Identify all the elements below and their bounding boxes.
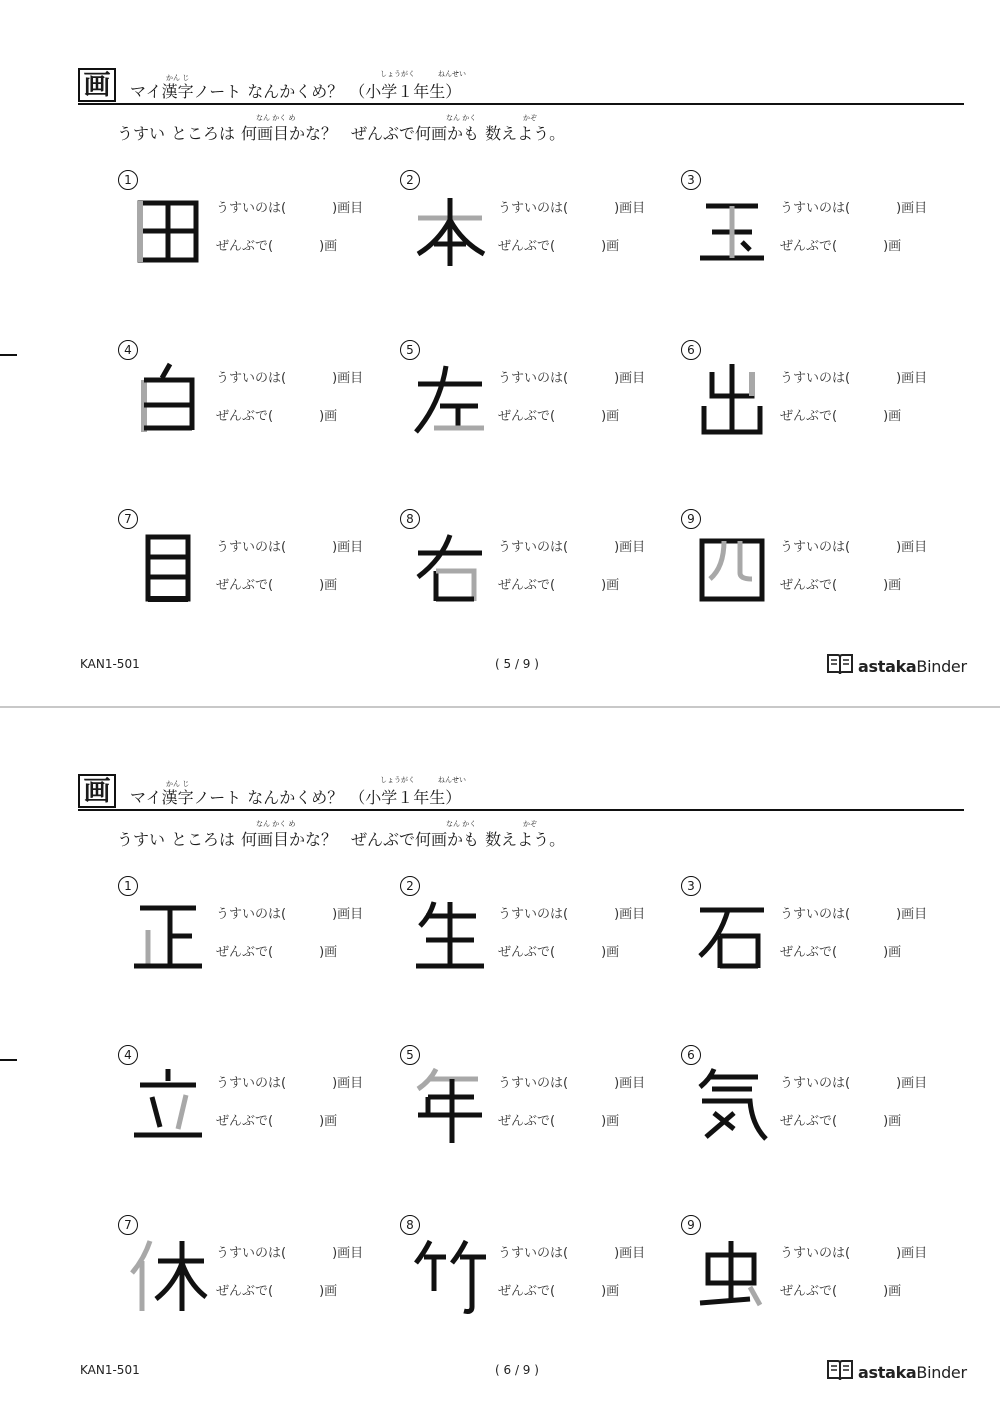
- ruby: なん かく: [446, 820, 477, 828]
- question-suffix: )画: [601, 1284, 620, 1299]
- question-label: ぜんぶで(: [216, 1114, 274, 1129]
- question-stroke-number: [216, 1242, 363, 1261]
- question-suffix: )画目: [896, 371, 928, 386]
- page-number: ( 5 / 9 ): [495, 657, 539, 671]
- question-suffix: )画目: [614, 1246, 646, 1261]
- question-label: ぜんぶで(: [780, 578, 838, 593]
- brand-logo: [826, 652, 967, 680]
- brand-logo: [826, 1358, 967, 1386]
- question-suffix: )画目: [332, 1076, 364, 1091]
- question-suffix: )画: [883, 239, 902, 254]
- question-total-strokes: [780, 941, 901, 960]
- question-label: うすいのは(: [498, 201, 569, 216]
- item-number: 3: [681, 170, 701, 190]
- kanji-character: [128, 896, 208, 976]
- question-stroke-number: [780, 1242, 927, 1261]
- kanji-character: [128, 190, 208, 270]
- question-total-strokes: [498, 574, 619, 593]
- question-total-strokes: [216, 1110, 337, 1129]
- question-suffix: )画目: [332, 907, 364, 922]
- question-suffix: )画目: [614, 1076, 646, 1091]
- question-label: ぜんぶで(: [216, 239, 274, 254]
- question-suffix: )画: [319, 1284, 338, 1299]
- question-label: ぜんぶで(: [498, 409, 556, 424]
- kanji-character: [692, 1235, 772, 1315]
- kanji-character: [410, 360, 490, 440]
- question-label: うすいのは(: [498, 540, 569, 555]
- title-kanji-badge: 画: [78, 774, 116, 808]
- kanji-character: [128, 529, 208, 609]
- kanji-character: [128, 1235, 208, 1315]
- title-text: マイ漢字ノート: [130, 788, 242, 807]
- question-label: ぜんぶで(: [216, 945, 274, 960]
- question-suffix: )画: [601, 409, 620, 424]
- instruction-text: [117, 121, 571, 144]
- brand-name-rest: Binder: [916, 1362, 967, 1382]
- question-label: うすいのは(: [216, 540, 287, 555]
- question-suffix: )画: [601, 578, 620, 593]
- kanji-character: [692, 1065, 772, 1145]
- question-label: ぜんぶで(: [780, 409, 838, 424]
- item-number: 9: [681, 509, 701, 529]
- question-label: うすいのは(: [216, 1076, 287, 1091]
- question-label: うすいのは(: [498, 1246, 569, 1261]
- question-total-strokes: [216, 405, 337, 424]
- ruby: ねんせい: [438, 70, 466, 78]
- question-label: ぜんぶで(: [780, 945, 838, 960]
- question-total-strokes: [780, 405, 901, 424]
- instruction-text: ところは: [171, 124, 236, 143]
- ruby: なん かく: [446, 114, 477, 122]
- question-label: うすいのは(: [216, 1246, 287, 1261]
- kanji-character: [410, 190, 490, 270]
- question-label: うすいのは(: [780, 371, 851, 386]
- kanji-character: [410, 896, 490, 976]
- question-label: うすいのは(: [498, 371, 569, 386]
- question-total-strokes: [780, 1280, 901, 1299]
- title-text: （小学１年生）: [349, 788, 462, 807]
- question-total-strokes: [498, 235, 619, 254]
- question-label: うすいのは(: [780, 1076, 851, 1091]
- item-number: 2: [400, 876, 420, 896]
- question-suffix: )画目: [896, 1246, 928, 1261]
- question-stroke-number: [216, 1072, 363, 1091]
- title-text: なんかくめ？: [247, 788, 344, 807]
- question-suffix: )画目: [614, 907, 646, 922]
- question-suffix: )画: [883, 1114, 902, 1129]
- question-suffix: )画: [319, 945, 338, 960]
- question-suffix: )画目: [614, 540, 646, 555]
- question-label: ぜんぶで(: [498, 1284, 556, 1299]
- item-number: 9: [681, 1215, 701, 1235]
- question-total-strokes: [498, 941, 619, 960]
- title-kanji-badge: 画: [78, 68, 116, 102]
- hole-punch-mark: [0, 1059, 17, 1061]
- question-label: ぜんぶで(: [216, 409, 274, 424]
- question-suffix: )画目: [614, 201, 646, 216]
- item-number: 6: [681, 340, 701, 360]
- ruby: しょうがく: [380, 776, 415, 784]
- kanji-character: [692, 529, 772, 609]
- hole-punch-mark: [0, 354, 17, 356]
- item-number: 5: [400, 1045, 420, 1065]
- question-label: うすいのは(: [780, 907, 851, 922]
- question-suffix: )画: [601, 239, 620, 254]
- question-stroke-number: [780, 367, 927, 386]
- question-total-strokes: [780, 235, 901, 254]
- kanji-character: [410, 1065, 490, 1145]
- question-stroke-number: [498, 197, 645, 216]
- brand-name: [858, 657, 967, 676]
- title-underline: [78, 809, 964, 811]
- instruction-text: ところは: [171, 830, 236, 849]
- instruction-text: [117, 827, 571, 850]
- question-total-strokes: [498, 405, 619, 424]
- question-label: うすいのは(: [216, 907, 287, 922]
- question-suffix: )画目: [896, 540, 928, 555]
- question-total-strokes: [498, 1280, 619, 1299]
- question-stroke-number: [216, 367, 363, 386]
- question-stroke-number: [498, 903, 645, 922]
- question-stroke-number: [780, 1072, 927, 1091]
- instruction-text: うすい: [117, 830, 166, 849]
- kanji-character: [692, 896, 772, 976]
- question-suffix: )画目: [896, 1076, 928, 1091]
- title-text: （小学１年生）: [349, 82, 462, 101]
- brand-name-bold: astaka: [858, 656, 917, 676]
- instruction-text: 何画目かな？: [241, 830, 338, 849]
- open-book-icon: [826, 652, 854, 680]
- instruction-text: 何画目かな？: [241, 124, 338, 143]
- question-label: ぜんぶで(: [498, 1114, 556, 1129]
- question-stroke-number: [780, 197, 927, 216]
- item-number: 1: [118, 170, 138, 190]
- question-suffix: )画目: [332, 371, 364, 386]
- item-number: 7: [118, 509, 138, 529]
- instruction-text: ぜんぶで何画かも: [351, 830, 480, 849]
- question-stroke-number: [498, 367, 645, 386]
- question-stroke-number: [498, 536, 645, 555]
- brand-name-rest: Binder: [916, 656, 967, 676]
- open-book-icon: [826, 1358, 854, 1386]
- question-label: うすいのは(: [780, 1246, 851, 1261]
- question-label: ぜんぶで(: [780, 239, 838, 254]
- page-title: [130, 785, 467, 808]
- kanji-character: [128, 1065, 208, 1145]
- question-stroke-number: [780, 903, 927, 922]
- question-total-strokes: [780, 1110, 901, 1129]
- ruby: かぞ: [523, 114, 537, 122]
- question-suffix: )画目: [332, 201, 364, 216]
- question-total-strokes: [216, 941, 337, 960]
- question-label: うすいのは(: [780, 201, 851, 216]
- brand-name-bold: astaka: [858, 1362, 917, 1382]
- ruby: なん かく め: [256, 114, 296, 122]
- question-label: ぜんぶで(: [498, 578, 556, 593]
- item-number: 4: [118, 1045, 138, 1065]
- item-number: 8: [400, 509, 420, 529]
- kanji-character: [128, 360, 208, 440]
- question-suffix: )画: [319, 578, 338, 593]
- item-number: 7: [118, 1215, 138, 1235]
- item-number: 4: [118, 340, 138, 360]
- question-label: うすいのは(: [498, 907, 569, 922]
- question-suffix: )画: [883, 578, 902, 593]
- instruction-text: 数えよう。: [485, 830, 566, 849]
- instruction-text: 数えよう。: [485, 124, 566, 143]
- kanji-character: [410, 1235, 490, 1315]
- instruction-text: うすい: [117, 124, 166, 143]
- question-suffix: )画目: [896, 907, 928, 922]
- question-total-strokes: [216, 1280, 337, 1299]
- ruby: なん かく め: [256, 820, 296, 828]
- question-suffix: )画目: [614, 371, 646, 386]
- question-label: ぜんぶで(: [216, 1284, 274, 1299]
- question-label: ぜんぶで(: [780, 1284, 838, 1299]
- question-stroke-number: [216, 536, 363, 555]
- kanji-character: [410, 529, 490, 609]
- item-number: 6: [681, 1045, 701, 1065]
- question-suffix: )画: [319, 1114, 338, 1129]
- item-number: 8: [400, 1215, 420, 1235]
- question-suffix: )画: [883, 1284, 902, 1299]
- title-text: マイ漢字ノート: [130, 82, 242, 101]
- question-stroke-number: [216, 197, 363, 216]
- item-number: 1: [118, 876, 138, 896]
- question-label: うすいのは(: [498, 1076, 569, 1091]
- page-title: [130, 79, 467, 102]
- item-number: 2: [400, 170, 420, 190]
- question-stroke-number: [498, 1072, 645, 1091]
- question-total-strokes: [498, 1110, 619, 1129]
- question-total-strokes: [216, 235, 337, 254]
- question-suffix: )画: [601, 1114, 620, 1129]
- question-suffix: )画目: [332, 540, 364, 555]
- question-suffix: )画: [883, 945, 902, 960]
- question-label: ぜんぶで(: [498, 239, 556, 254]
- item-number: 5: [400, 340, 420, 360]
- ruby: かん じ: [166, 74, 190, 82]
- worksheet-page: [0, 706, 1000, 1411]
- kanji-character: [692, 360, 772, 440]
- question-suffix: )画: [883, 409, 902, 424]
- question-total-strokes: [780, 574, 901, 593]
- question-label: ぜんぶで(: [780, 1114, 838, 1129]
- question-label: ぜんぶで(: [498, 945, 556, 960]
- ruby: ねんせい: [438, 776, 466, 784]
- document-code: KAN1-501: [80, 657, 140, 671]
- question-label: ぜんぶで(: [216, 578, 274, 593]
- title-underline: [78, 103, 964, 105]
- ruby: しょうがく: [380, 70, 415, 78]
- question-stroke-number: [216, 903, 363, 922]
- question-suffix: )画: [319, 239, 338, 254]
- instruction-text: ぜんぶで何画かも: [351, 124, 480, 143]
- question-label: うすいのは(: [780, 540, 851, 555]
- worksheet-page: [0, 0, 1000, 705]
- question-suffix: )画目: [896, 201, 928, 216]
- question-label: うすいのは(: [216, 201, 287, 216]
- question-stroke-number: [498, 1242, 645, 1261]
- document-code: KAN1-501: [80, 1363, 140, 1377]
- kanji-character: [692, 190, 772, 270]
- item-number: 3: [681, 876, 701, 896]
- title-text: なんかくめ？: [247, 82, 344, 101]
- question-suffix: )画目: [332, 1246, 364, 1261]
- question-suffix: )画: [319, 409, 338, 424]
- question-label: うすいのは(: [216, 371, 287, 386]
- question-suffix: )画: [601, 945, 620, 960]
- question-stroke-number: [780, 536, 927, 555]
- brand-name: [858, 1363, 967, 1382]
- ruby: かん じ: [166, 780, 190, 788]
- page-number: ( 6 / 9 ): [495, 1363, 539, 1377]
- question-total-strokes: [216, 574, 337, 593]
- ruby: かぞ: [523, 820, 537, 828]
